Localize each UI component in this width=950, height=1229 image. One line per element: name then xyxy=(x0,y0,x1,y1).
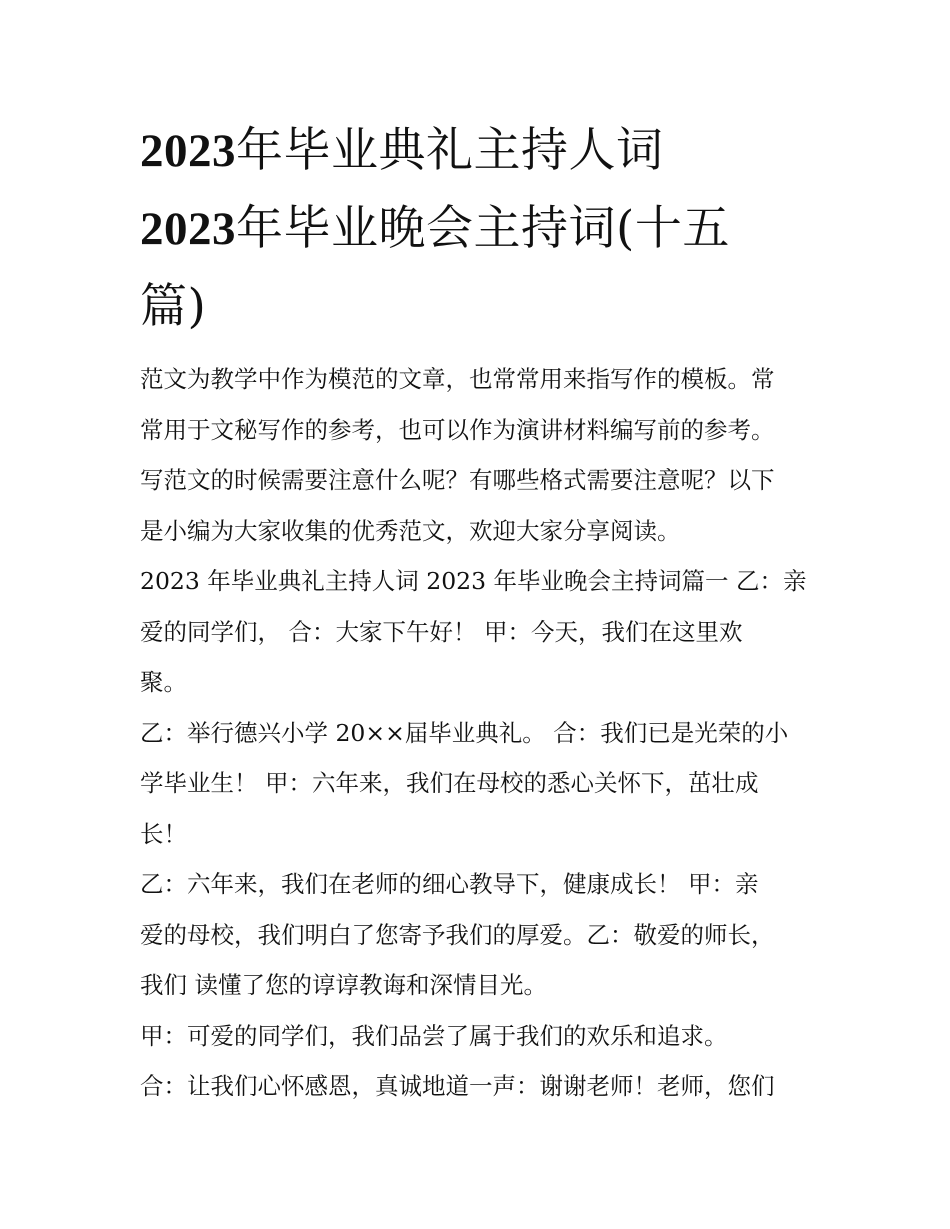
title-text: 年毕业典礼主持人词 xyxy=(236,123,664,178)
text-line: 甲：可爱的同学们，我们品尝了属于我们的欢乐和追求。 xyxy=(140,1021,728,1050)
text-line: 聚。 xyxy=(140,668,187,696)
script-paragraph xyxy=(140,556,820,708)
title-text: 篇) xyxy=(140,279,207,334)
script-paragraph xyxy=(140,708,820,860)
text-line: 学毕业生！ 甲：六年来，我们在母校的悉心关怀下，茁壮成 xyxy=(140,769,759,797)
title-line xyxy=(140,190,820,268)
document-body xyxy=(140,354,820,1112)
script-paragraph xyxy=(140,1061,820,1112)
text-line: 是小编为大家收集的优秀范文，欢迎大家分享阅读。 xyxy=(140,516,681,545)
text-line: 长！ xyxy=(140,819,187,848)
text-line: 乙：举行德兴小学 20××届毕业典礼。 合：我们已是光荣的小 xyxy=(140,718,789,747)
document-title xyxy=(140,112,820,346)
title-year: 2023 xyxy=(140,125,236,177)
text-line: 我们 读懂了您的谆谆教诲和深情目光。 xyxy=(140,971,547,999)
title-year: 2023 xyxy=(140,203,236,255)
text-line: 爱的同学们， 合：大家下午好！ 甲：今天，我们在这里欢 xyxy=(140,617,743,646)
script-paragraph xyxy=(140,1011,820,1062)
text-line: 爱的母校，我们明白了您寄予我们的厚爱。乙：敬爱的师长， xyxy=(140,920,775,949)
title-line xyxy=(140,112,820,190)
text-line: 范文为教学中作为模范的文章，也常常用来指写作的模板。常 xyxy=(140,365,775,393)
text-line: 2023 年毕业典礼主持人词 2023 年毕业晚会主持词篇一 乙：亲 xyxy=(140,567,807,595)
title-line xyxy=(140,268,820,346)
intro-paragraph xyxy=(140,354,820,556)
title-text: 年毕业晚会主持词(十五 xyxy=(236,201,730,256)
script-paragraph xyxy=(140,859,820,1011)
document-page xyxy=(140,112,820,1112)
text-line: 写范文的时候需要注意什么呢？有哪些格式需要注意呢？以下 xyxy=(140,466,775,494)
text-line: 合：让我们心怀感恩，真诚地道一声：谢谢老师！老师，您们 xyxy=(140,1072,775,1100)
text-line: 常用于文秘写作的参考，也可以作为演讲材料编写前的参考。 xyxy=(140,415,775,444)
text-line: 乙：六年来，我们在老师的细心教导下，健康成长！ 甲：亲 xyxy=(140,870,759,898)
